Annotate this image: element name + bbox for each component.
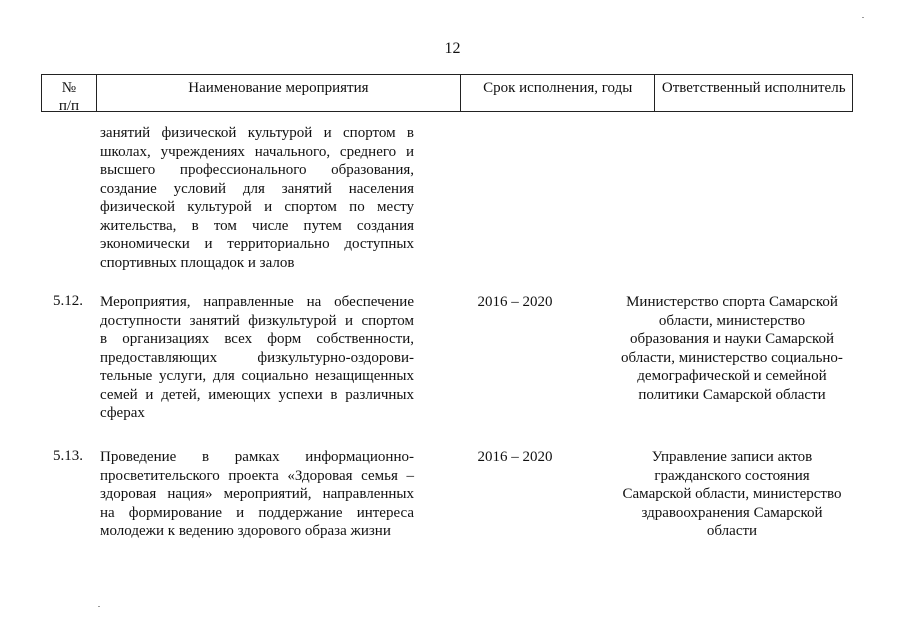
header-responsible-label: Ответственный исполнитель [661,80,846,96]
table-header [41,74,853,112]
scan-speck [98,606,100,607]
text-line: создание условий для занятий населения [100,180,414,197]
text-line: гражданского состояния [654,467,810,484]
header-responsible-cell [655,75,852,111]
row-number: 5.12. [53,293,83,309]
text-line: области [706,523,758,539]
header-name-label: Наименование мероприятия [188,80,369,96]
text-line: в организациях всех форм собственности, [100,331,414,347]
text-line: сферах [100,405,145,421]
scan-speck [862,17,864,18]
text-line: семей и детей, имеющих успехи в различных [100,386,414,403]
text-line: политики Самарской области [638,386,826,403]
header-number-abbrev: п/п [58,98,80,114]
text-line: просветительского проекта «Здоровая семья – [100,467,414,484]
row-term: 2016 – 2020 [477,449,553,465]
text-line: молодежи к ведению здорового образа жизни [100,523,391,539]
header-term-cell [461,75,656,111]
text-line: демографической и семейной [637,368,827,384]
text-line: Министерство спорта Самарской [626,294,838,310]
text-line: области, министерство [658,312,806,329]
row-term: 2016 – 2020 [477,294,553,310]
header-number-sign: № [61,80,77,96]
text-line: тельные услуги, для социально незащищенных [100,368,414,384]
text-line: здоровая нация» мероприятий, направленных [100,486,414,502]
header-term-label: Срок исполнения, годы [483,80,633,96]
text-line: спортивных площадок и залов [100,254,295,271]
header-number-cell [42,75,97,114]
text-line: жительства, в том числе путем создания [100,217,414,234]
text-line: физической культурой и спортом по месту [100,199,414,215]
row-responsible [614,448,850,541]
text-line: на формирование и поддержание интереса [100,504,414,521]
text-line: занятий физической культурой и спортом в [100,125,414,141]
text-line: здравоохранения Самарской [641,504,823,521]
text-line: предоставляющих физкультурно-оздорови- [100,349,414,366]
text-line: экономически и территориально доступных [100,236,414,252]
text-line: высшего профессионального образования, [100,162,414,178]
text-line: области, министерство социально- [621,349,843,366]
row-name [100,448,414,541]
text-line: Самарской области, министерство [622,486,842,502]
text-line: Управление записи актов [651,449,813,465]
row-number: 5.13. [53,448,83,464]
row-responsible [614,293,850,404]
row-name [100,293,414,423]
text-line: образования и науки Самарской [629,331,835,347]
page-number: 12 [444,40,461,57]
text-line: Проведение в рамках информационно- [100,449,414,465]
continuation-text [100,124,414,272]
text-line: школах, учреждениях начального, среднего и [100,143,414,160]
header-name-cell [97,75,461,111]
text-line: Мероприятия, направленные на обеспечение [100,294,414,310]
text-line: доступности занятий физкультурой и спортом [100,312,414,329]
